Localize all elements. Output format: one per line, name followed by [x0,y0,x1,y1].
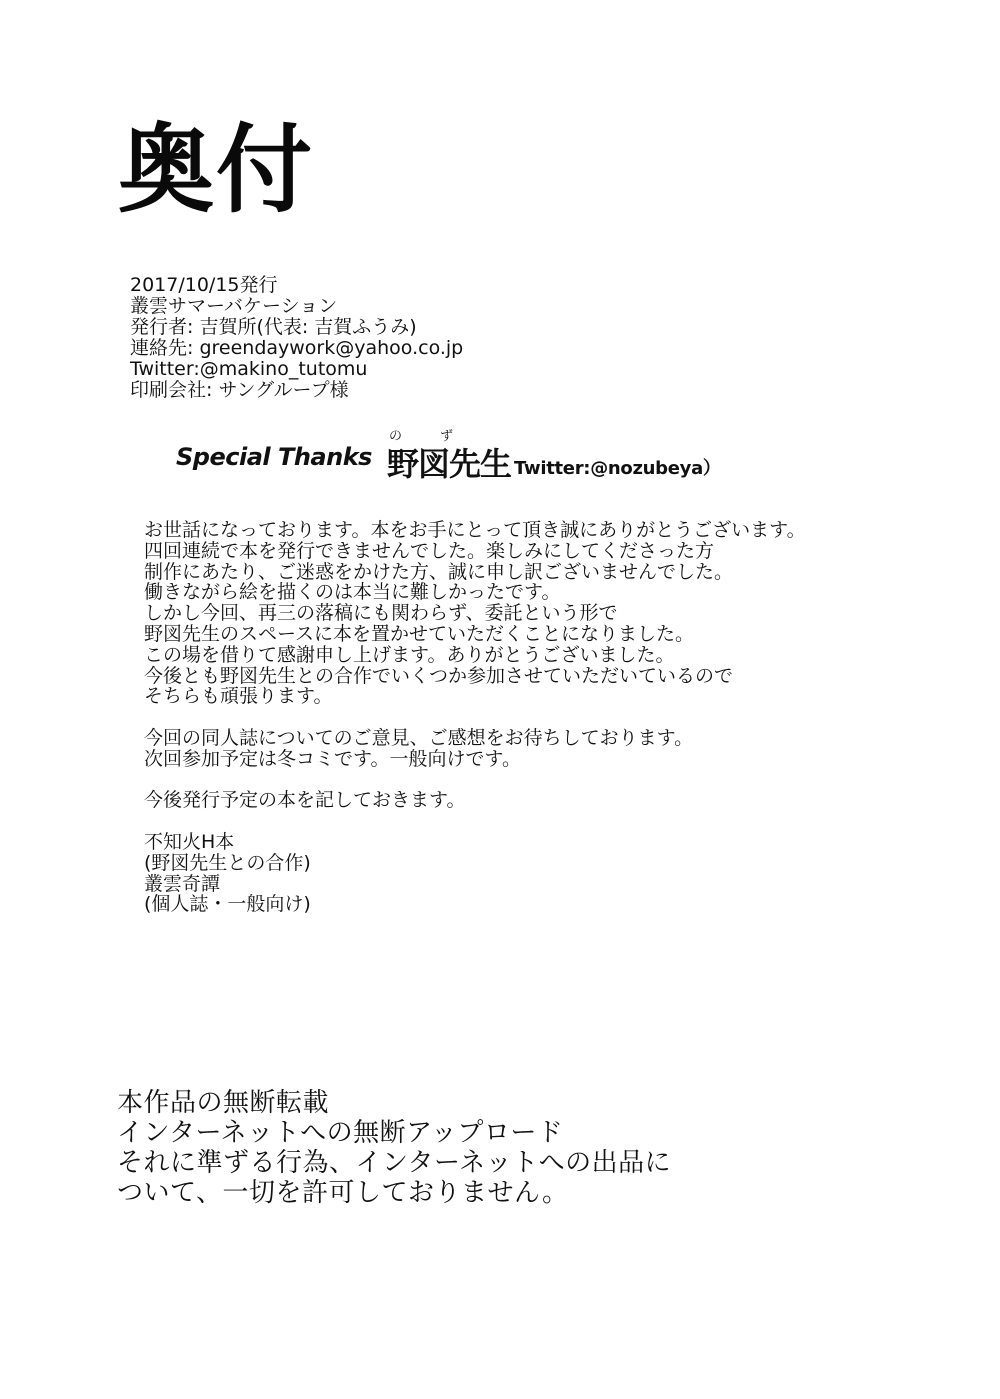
ruby-no: の [389,429,403,444]
printer: 印刷会社: サングループ様 [130,379,349,401]
contact-email: 連絡先: greendaywork@yahoo.co.jp [130,337,464,359]
afterword-line: 次回参加予定は冬コミです。一般向けです。 [144,747,521,770]
notice-line: インターネットへの無断アップロード [117,1118,564,1148]
paragraph-gap [144,811,806,832]
afterword-line: 今後発行予定の本を記しておきます。 [144,789,466,812]
colophon-block [130,275,463,401]
twitter-handle: Twitter:@makino_tutomu [130,358,368,380]
planned-book-1: 不知火H本 [144,830,235,853]
afterword-line: 働きながら絵を描くのは本当に難しかったです。 [144,581,561,604]
afterword-line: お世話になっております。本をお手にとって頂き誠にありがとうございます。 [144,519,806,541]
planned-book-2: 叢雲奇譚 [144,872,221,895]
publish-date: 2017/10/15発行 [130,274,278,296]
special-thanks-handle: Twitter:@nozubeya） [514,458,721,479]
page-title: 奥付 [118,114,314,226]
book-title: 叢雲サマーバケーション [130,295,338,317]
notice-line: 本作品の無断転載 [117,1088,330,1118]
special-thanks-name: 野図先生 [387,445,512,483]
afterword [144,520,806,915]
ruby-zu: ず [440,429,454,444]
afterword-line: 今回の同人誌についてのご意見、ご感想をお待ちしております。 [144,726,694,749]
special-thanks-label: Special Thanks [176,443,372,471]
afterword-line: そちらも頑張ります。 [144,685,333,708]
afterword-line: 野図先生のスペースに本を置かせていただくことになりました。 [144,622,695,645]
paragraph-gap [144,770,806,791]
publisher: 発行者: 吉賀所(代表: 吉賀ふうみ) [130,316,417,338]
planned-book-1-note: (野図先生との合作) [144,851,311,874]
planned-book-2-note: (個人誌・一般向け) [144,893,311,916]
afterword-line: 今後とも野図先生との合作でいくつか参加させていただいているので [144,664,734,687]
afterword-line: しかし今回、再三の落稿にも関わらず、委託という形で [144,602,618,625]
afterword-line: 四回連続で本を発行できませんでした。楽しみにしてくださった方 [144,539,715,562]
paragraph-gap [144,707,806,728]
notice-line: ついて、一切を許可しておりません。 [117,1178,569,1208]
afterword-line: この場を借りて感謝申し上げます。ありがとうございました。 [144,643,675,666]
copyright-notice [117,1088,671,1208]
afterword-line: 制作にあたり、ご迷惑をかけた方、誠に申し訳ございませんでした。 [144,560,734,583]
notice-line: それに準ずる行為、インターネットへの出品に [117,1148,672,1178]
